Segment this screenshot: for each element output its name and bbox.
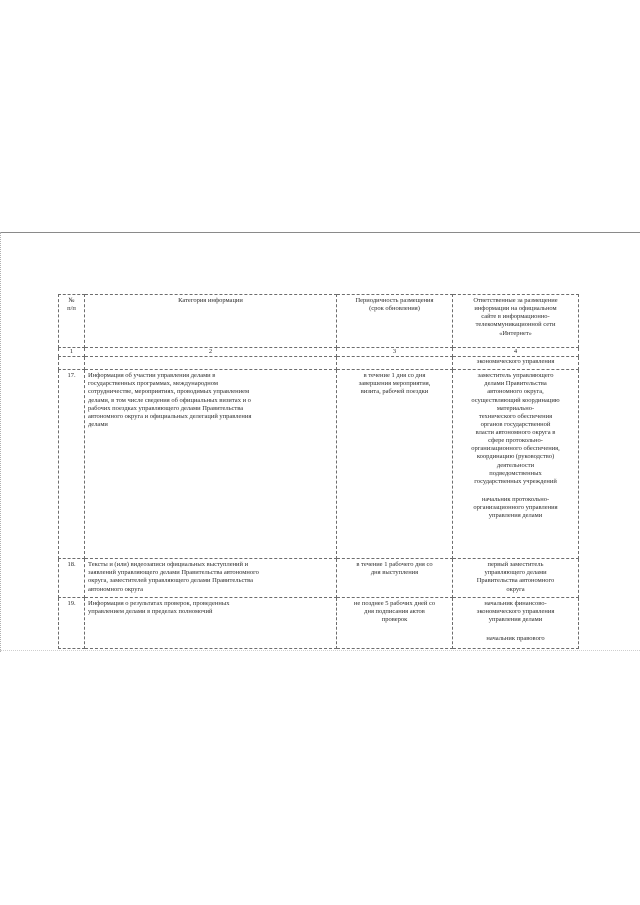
category-line: автономного округа	[88, 585, 143, 593]
row-category	[85, 559, 337, 598]
responsible-line: управляющего делами	[484, 569, 547, 577]
period-line: завершения мероприятия,	[358, 380, 431, 388]
responsible-line: управления делами	[488, 512, 543, 520]
header-number	[59, 295, 85, 348]
period-line: в течение 1 рабочего дня со	[356, 561, 433, 569]
header-responsible-line: «Интернет»	[499, 329, 532, 337]
empty-cell	[59, 357, 85, 370]
responsible-line: подведомственных	[489, 469, 542, 477]
continuation-row	[59, 357, 579, 370]
row-category	[85, 598, 337, 649]
period-line: дня выступления	[370, 569, 419, 577]
category-line: Тексты и (или) видеозаписи официальных выступлений и	[88, 561, 249, 569]
row-period	[337, 559, 453, 598]
column-index: 4	[453, 348, 579, 357]
header-period-line: (срок обновления)	[369, 305, 420, 313]
page-left-edge	[0, 232, 1, 652]
column-index: 2	[85, 348, 337, 357]
responsible-line: организационного обеспечения,	[471, 445, 560, 453]
row-number: 17.	[59, 370, 85, 559]
empty-cell	[85, 357, 337, 370]
responsible-line: осуществляющий координацию	[471, 396, 560, 404]
responsible-line: начальник протокольно-	[481, 495, 550, 503]
row-period	[337, 370, 453, 559]
responsible-line: экономического управления	[476, 608, 555, 616]
row-responsible	[453, 598, 579, 649]
header-responsible-line: телекоммуникационной сети	[475, 321, 556, 329]
category-line: Информация об участии управления делами в	[88, 372, 216, 380]
row-responsible	[453, 559, 579, 598]
responsible-line: организационного управления	[473, 504, 558, 511]
header-responsible-line: информации на официальном	[474, 305, 557, 313]
paragraph-gap	[456, 625, 575, 635]
period-line: в течение 1 дня со дня	[363, 372, 426, 380]
responsible-line: материально-	[496, 404, 535, 412]
responsible-line: делами Правительства	[484, 380, 547, 388]
table-row	[59, 559, 579, 598]
column-index: 1	[59, 348, 85, 357]
responsible-line: начальник правового	[486, 634, 545, 642]
information-table	[58, 294, 579, 649]
header-number-line: п/п	[67, 305, 76, 313]
header-number-line: №	[68, 297, 75, 304]
category-line: государственных программах, международном	[88, 380, 218, 388]
period-line: проверок	[381, 616, 408, 624]
row-category	[85, 370, 337, 559]
table-row	[59, 598, 579, 649]
responsible-line: технического обеспечения	[478, 412, 553, 420]
paragraph-gap	[456, 486, 575, 496]
table-row	[59, 370, 579, 559]
page-bottom-rule	[0, 650, 640, 651]
header-responsible	[453, 295, 579, 348]
header-period-line: Периодичность размещения	[355, 297, 434, 304]
table-header-row	[59, 295, 579, 348]
category-line: заявлений управляющего делами Правительства автономного	[88, 569, 259, 577]
empty-cell	[337, 357, 453, 370]
category-line: сотрудничестве, мероприятиях, проводимых управлением	[88, 388, 250, 396]
responsible-line: власти автономного округа в	[475, 429, 556, 436]
responsible-line: округа	[506, 585, 525, 593]
row-number: 18.	[59, 559, 85, 598]
period-line: дня подписания актов	[364, 608, 425, 616]
category-line: управлением делами в пределах полномочий	[88, 608, 213, 616]
column-index-row	[59, 348, 579, 357]
responsible-line: органов государственной	[480, 420, 551, 428]
responsible-line: начальник финансово-	[484, 600, 547, 608]
category-line: рабочих поездках управляющего делами Правительства	[88, 404, 244, 412]
row-responsible	[453, 370, 579, 559]
header-responsible-line: сайте в информационно-	[481, 313, 550, 321]
responsible-line: первый заместитель	[487, 561, 544, 569]
responsible-line: деятельности	[496, 461, 535, 469]
column-index: 3	[337, 348, 453, 357]
category-line: округа, заместителей управляющего делами Правительства	[88, 577, 254, 585]
period-line: визита, рабочей поездки	[360, 388, 429, 396]
responsible-line: заместитель управляющего	[477, 372, 554, 380]
row-number: 19.	[59, 598, 85, 649]
category-line: делами, в том числе сведения об официальных визитах и о	[88, 396, 251, 404]
responsible-line: государственных учреждений	[474, 477, 557, 485]
category-line: делами	[88, 420, 108, 428]
header-category-text: Категория информации	[178, 297, 243, 304]
header-category	[85, 295, 337, 348]
row-period	[337, 598, 453, 649]
header-responsible-line: Ответственные за размещение	[473, 297, 558, 304]
responsible-line: координацию (руководство)	[476, 453, 555, 461]
responsible-line: управления делами	[488, 616, 543, 624]
category-line: автономного округа и официальных делегаций управления	[88, 412, 252, 420]
page-top-rule	[0, 232, 640, 233]
responsible-line: сфере протокольно-	[488, 437, 543, 445]
continuation-text: экономического управления	[453, 357, 579, 370]
header-period	[337, 295, 453, 348]
responsible-line: автономного округа,	[487, 388, 544, 396]
period-line: не позднее 5 рабочих дней со	[353, 600, 436, 608]
responsible-line: Правительства автономного	[476, 577, 555, 585]
category-line: Информация о результатах проверок, проведенных	[88, 600, 230, 608]
